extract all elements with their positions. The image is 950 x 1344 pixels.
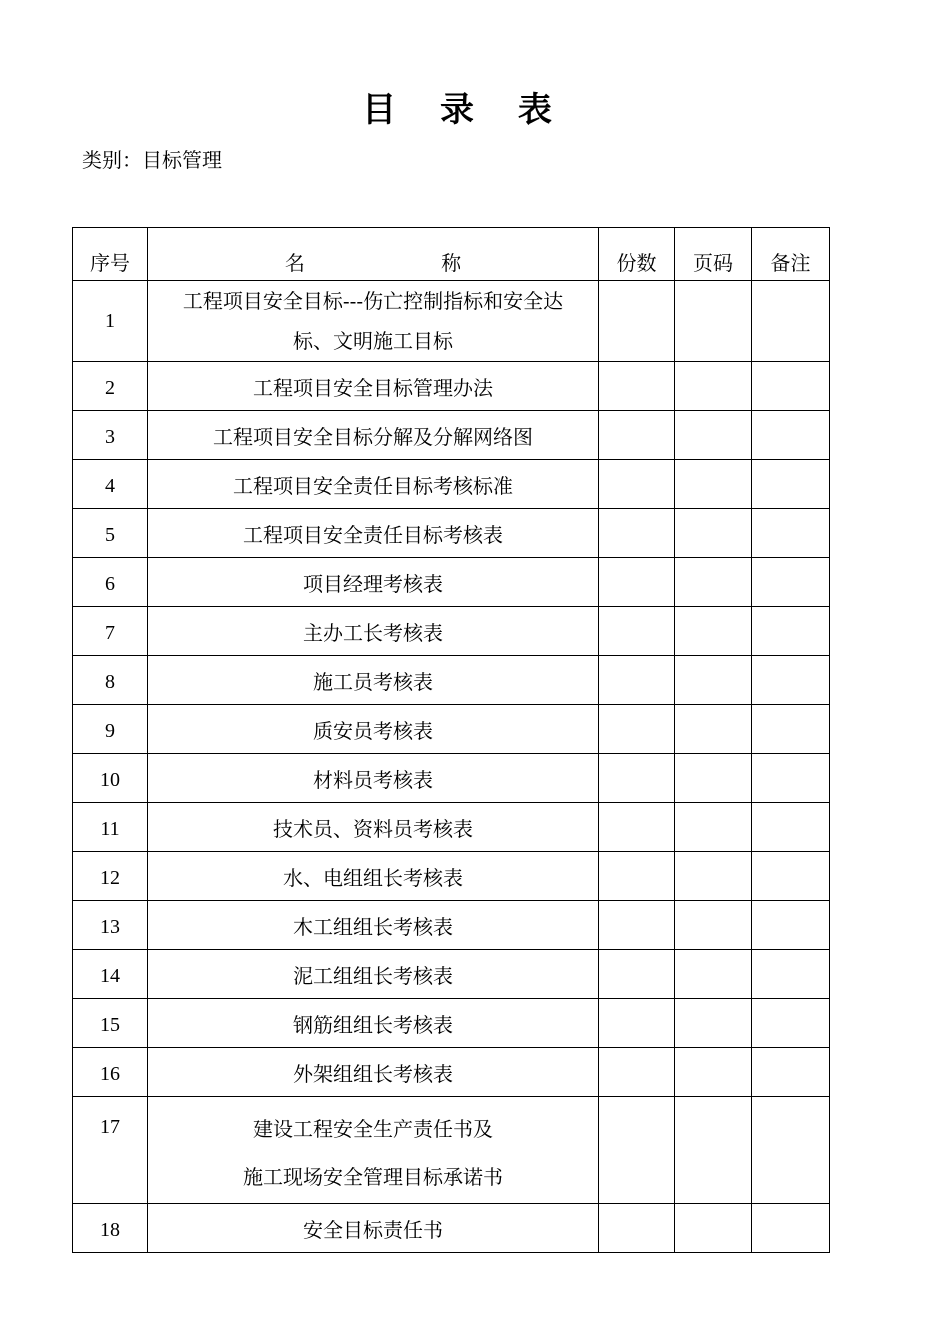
- row-remarks: [752, 460, 830, 509]
- row-copies: [599, 754, 675, 803]
- row-no: 7: [73, 607, 148, 656]
- table-header-row: [73, 228, 830, 281]
- row-name: 技术员、资料员考核表: [148, 803, 599, 852]
- row-no: 4: [73, 460, 148, 509]
- row-remarks: [752, 999, 830, 1048]
- table-row: [73, 901, 830, 950]
- row-copies: [599, 705, 675, 754]
- table-row: [73, 754, 830, 803]
- row-name: 工程项目安全目标分解及分解网络图: [148, 411, 599, 460]
- row-name-line: 标、文明施工目标: [293, 329, 453, 353]
- row-copies: [599, 411, 675, 460]
- row-remarks: [752, 852, 830, 901]
- table-row: [73, 999, 830, 1048]
- row-page: [675, 1048, 752, 1097]
- row-name: 安全目标责任书: [148, 1204, 599, 1253]
- row-name: 主办工长考核表: [148, 607, 599, 656]
- table-row: [73, 1048, 830, 1097]
- row-copies: [599, 281, 675, 362]
- row-no: 18: [73, 1204, 148, 1253]
- row-page: [675, 1204, 752, 1253]
- row-page: [675, 705, 752, 754]
- row-name: 质安员考核表: [148, 705, 599, 754]
- row-remarks: [752, 362, 830, 411]
- row-name: 工程项目安全责任目标考核表: [148, 509, 599, 558]
- row-no: 8: [73, 656, 148, 705]
- row-copies: [599, 950, 675, 999]
- table-row: [73, 852, 830, 901]
- row-page: [675, 281, 752, 362]
- row-page: [675, 607, 752, 656]
- row-no: 2: [73, 362, 148, 411]
- row-page: [675, 950, 752, 999]
- row-no: 12: [73, 852, 148, 901]
- table-row: [73, 1204, 830, 1253]
- header-no: 序号: [73, 228, 148, 281]
- row-name-line: 工程项目安全目标---伤亡控制指标和安全达: [182, 289, 564, 313]
- row-no: 10: [73, 754, 148, 803]
- header-name: [148, 228, 599, 281]
- row-copies: [599, 1097, 675, 1204]
- row-page: [675, 509, 752, 558]
- row-name: 材料员考核表: [148, 754, 599, 803]
- row-name-line: 建设工程安全生产责任书及: [253, 1117, 493, 1141]
- row-no: 11: [73, 803, 148, 852]
- row-copies: [599, 901, 675, 950]
- header-name-text: 名 称: [284, 251, 462, 275]
- table-row: [73, 460, 830, 509]
- row-page: [675, 852, 752, 901]
- row-remarks: [752, 411, 830, 460]
- table-row: [73, 950, 830, 999]
- row-name: 施工员考核表: [148, 656, 599, 705]
- row-no: 3: [73, 411, 148, 460]
- table-row: [73, 411, 830, 460]
- row-remarks: [752, 281, 830, 362]
- table-row: [73, 558, 830, 607]
- table-row: [73, 607, 830, 656]
- row-remarks: [752, 950, 830, 999]
- row-page: [675, 1097, 752, 1204]
- row-remarks: [752, 1048, 830, 1097]
- row-remarks: [752, 509, 830, 558]
- row-name: [148, 1097, 599, 1204]
- toc-table: [72, 227, 830, 1253]
- row-copies: [599, 1048, 675, 1097]
- row-name: 水、电组组长考核表: [148, 852, 599, 901]
- row-name: 工程项目安全责任目标考核标准: [148, 460, 599, 509]
- row-copies: [599, 1204, 675, 1253]
- row-name-line: 施工现场安全管理目标承诺书: [243, 1165, 503, 1189]
- row-no: 1: [73, 281, 148, 362]
- row-page: [675, 901, 752, 950]
- row-copies: [599, 803, 675, 852]
- row-page: [675, 411, 752, 460]
- row-no: 14: [73, 950, 148, 999]
- table-row: [73, 509, 830, 558]
- row-copies: [599, 460, 675, 509]
- row-page: [675, 999, 752, 1048]
- table-row: [73, 362, 830, 411]
- table-row: [73, 803, 830, 852]
- header-page: 页码: [675, 228, 752, 281]
- row-copies: [599, 607, 675, 656]
- row-name: 项目经理考核表: [148, 558, 599, 607]
- row-page: [675, 803, 752, 852]
- row-remarks: [752, 607, 830, 656]
- row-remarks: [752, 1097, 830, 1204]
- row-remarks: [752, 1204, 830, 1253]
- row-copies: [599, 999, 675, 1048]
- row-no: 6: [73, 558, 148, 607]
- row-copies: [599, 656, 675, 705]
- row-copies: [599, 362, 675, 411]
- row-name: 木工组组长考核表: [148, 901, 599, 950]
- table-body: [73, 281, 830, 1253]
- row-copies: [599, 852, 675, 901]
- row-no: 9: [73, 705, 148, 754]
- row-no: 13: [73, 901, 148, 950]
- table-row: [73, 705, 830, 754]
- row-copies: [599, 509, 675, 558]
- row-name: 工程项目安全目标管理办法: [148, 362, 599, 411]
- row-no: 5: [73, 509, 148, 558]
- row-page: [675, 460, 752, 509]
- row-name: 钢筋组组长考核表: [148, 999, 599, 1048]
- row-remarks: [752, 901, 830, 950]
- row-remarks: [752, 754, 830, 803]
- table-row: [73, 656, 830, 705]
- header-remarks: 备注: [752, 228, 830, 281]
- row-remarks: [752, 803, 830, 852]
- row-name: 泥工组组长考核表: [148, 950, 599, 999]
- row-name: [148, 281, 599, 362]
- row-copies: [599, 558, 675, 607]
- table-row: [73, 281, 830, 362]
- row-page: [675, 362, 752, 411]
- row-page: [675, 754, 752, 803]
- row-remarks: [752, 705, 830, 754]
- row-page: [675, 558, 752, 607]
- row-remarks: [752, 558, 830, 607]
- header-copies: 份数: [599, 228, 675, 281]
- table-row: [73, 1097, 830, 1204]
- row-no: 17: [73, 1097, 148, 1204]
- row-remarks: [752, 656, 830, 705]
- category-label: 类别：目标管理: [82, 148, 222, 172]
- row-no: 15: [73, 999, 148, 1048]
- page-title: 目 录 表: [362, 90, 568, 130]
- row-page: [675, 656, 752, 705]
- row-no: 16: [73, 1048, 148, 1097]
- row-name: 外架组组长考核表: [148, 1048, 599, 1097]
